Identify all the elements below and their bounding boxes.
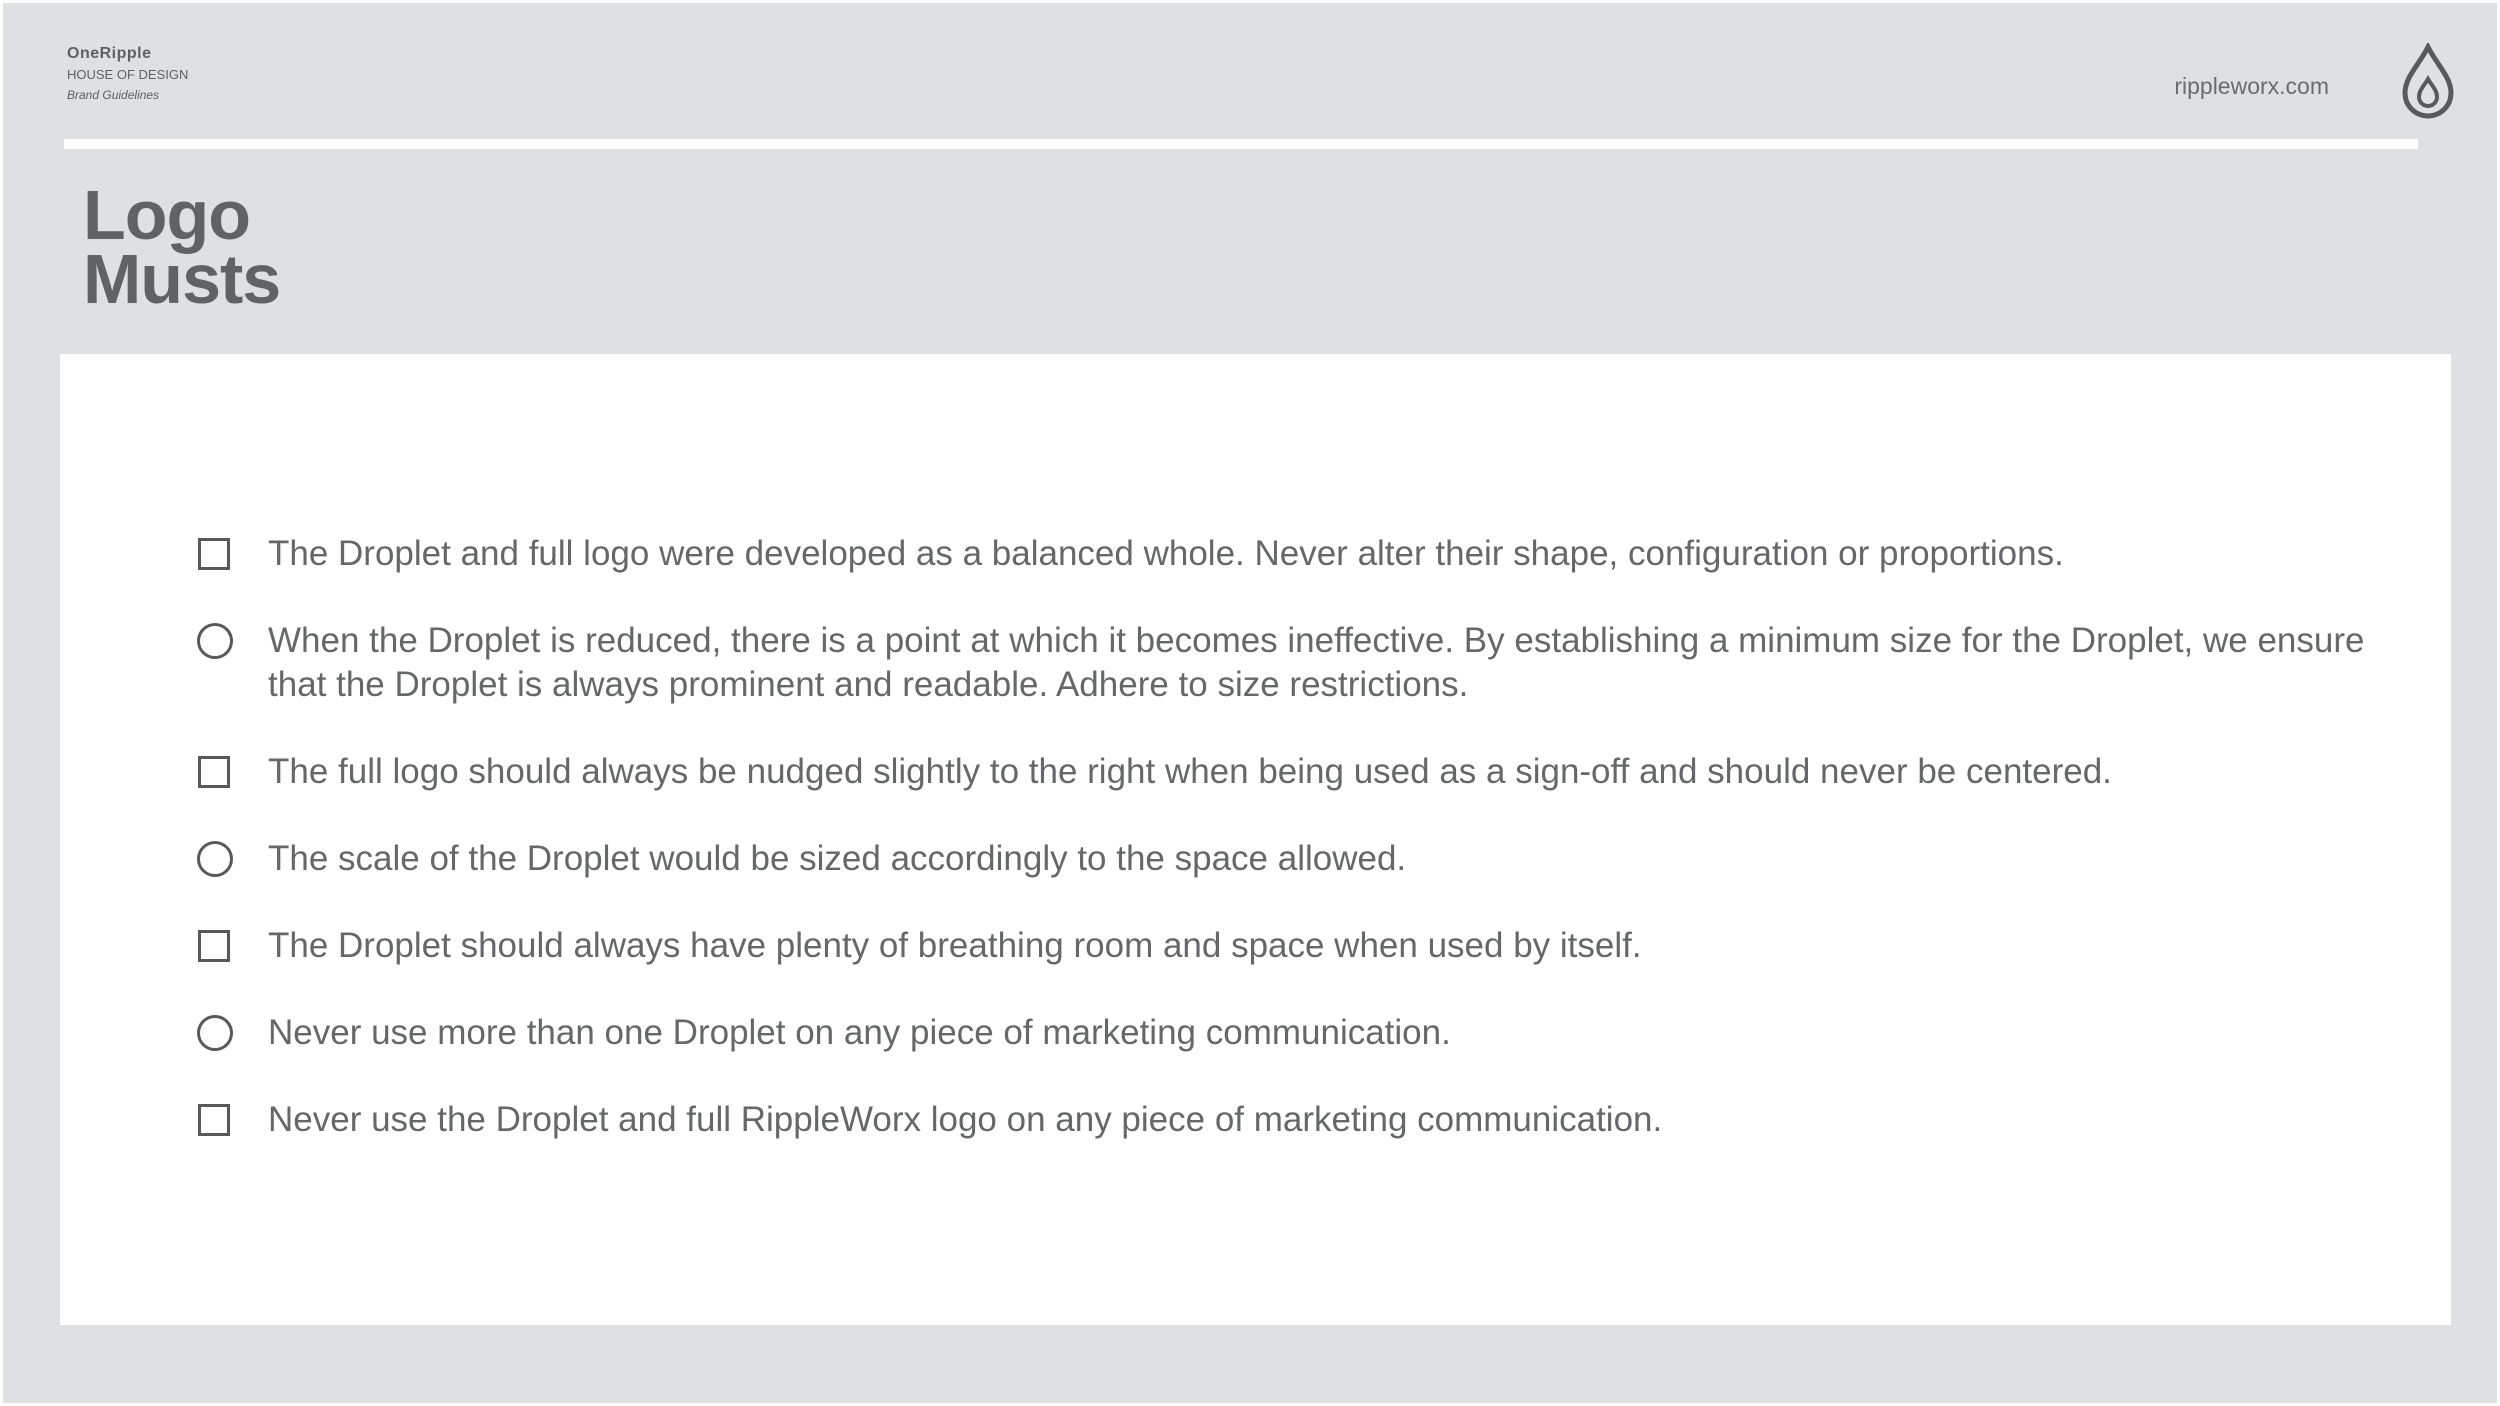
square-bullet-icon [198,538,230,570]
page-title [83,176,281,318]
brand-tagline: Brand Guidelines [67,88,160,102]
circle-bullet-icon [197,623,233,659]
brand-block [67,43,188,105]
title-line-2: Musts [83,240,281,318]
brand-name: OneRipple [67,45,152,62]
title-line-1: Logo [83,176,251,254]
list-item [198,924,2398,968]
list-item [198,750,2398,794]
list-item-text: Never use more than one Droplet on any piece of marketing communication. [268,1013,1451,1052]
droplet-icon [2399,43,2457,119]
website-link[interactable]: rippleworx.com [2174,73,2329,99]
list-item-text: Never use the Droplet and full RippleWorx logo on any piece of marketing communication. [268,1100,1663,1139]
list-item [198,1098,2398,1142]
square-bullet-icon [198,1104,230,1136]
list-item-text: The Droplet and full logo were developed as a balanced whole. Never alter their shape, configuration or proportions. [268,534,2064,573]
square-bullet-icon [198,756,230,788]
list-item [198,837,2398,881]
list-item-text: When the Droplet is reduced, there is a point at which it becomes ineffective. By establishing a minimum size for the Droplet, we ensure that the Droplet is always prominent and readable. Adhere to size restrictions. [268,621,2365,704]
circle-bullet-icon [197,1015,233,1051]
circle-bullet-icon [197,841,233,877]
guideline-list [198,532,2398,1185]
header-divider [64,139,2418,149]
list-item-text: The full logo should always be nudged slightly to the right when being used as a sign-off and should never be centered. [268,752,2112,791]
list-item [198,532,2398,576]
list-item [198,619,2398,707]
list-item-text: The scale of the Droplet would be sized accordingly to the space allowed. [268,839,1407,878]
page [3,3,2497,1403]
square-bullet-icon [198,930,230,962]
list-item-text: The Droplet should always have plenty of breathing room and space when used by itself. [268,926,1642,965]
brand-subtitle: HOUSE OF DESIGN [67,67,189,82]
content-card [60,354,2451,1325]
list-item [198,1011,2398,1055]
